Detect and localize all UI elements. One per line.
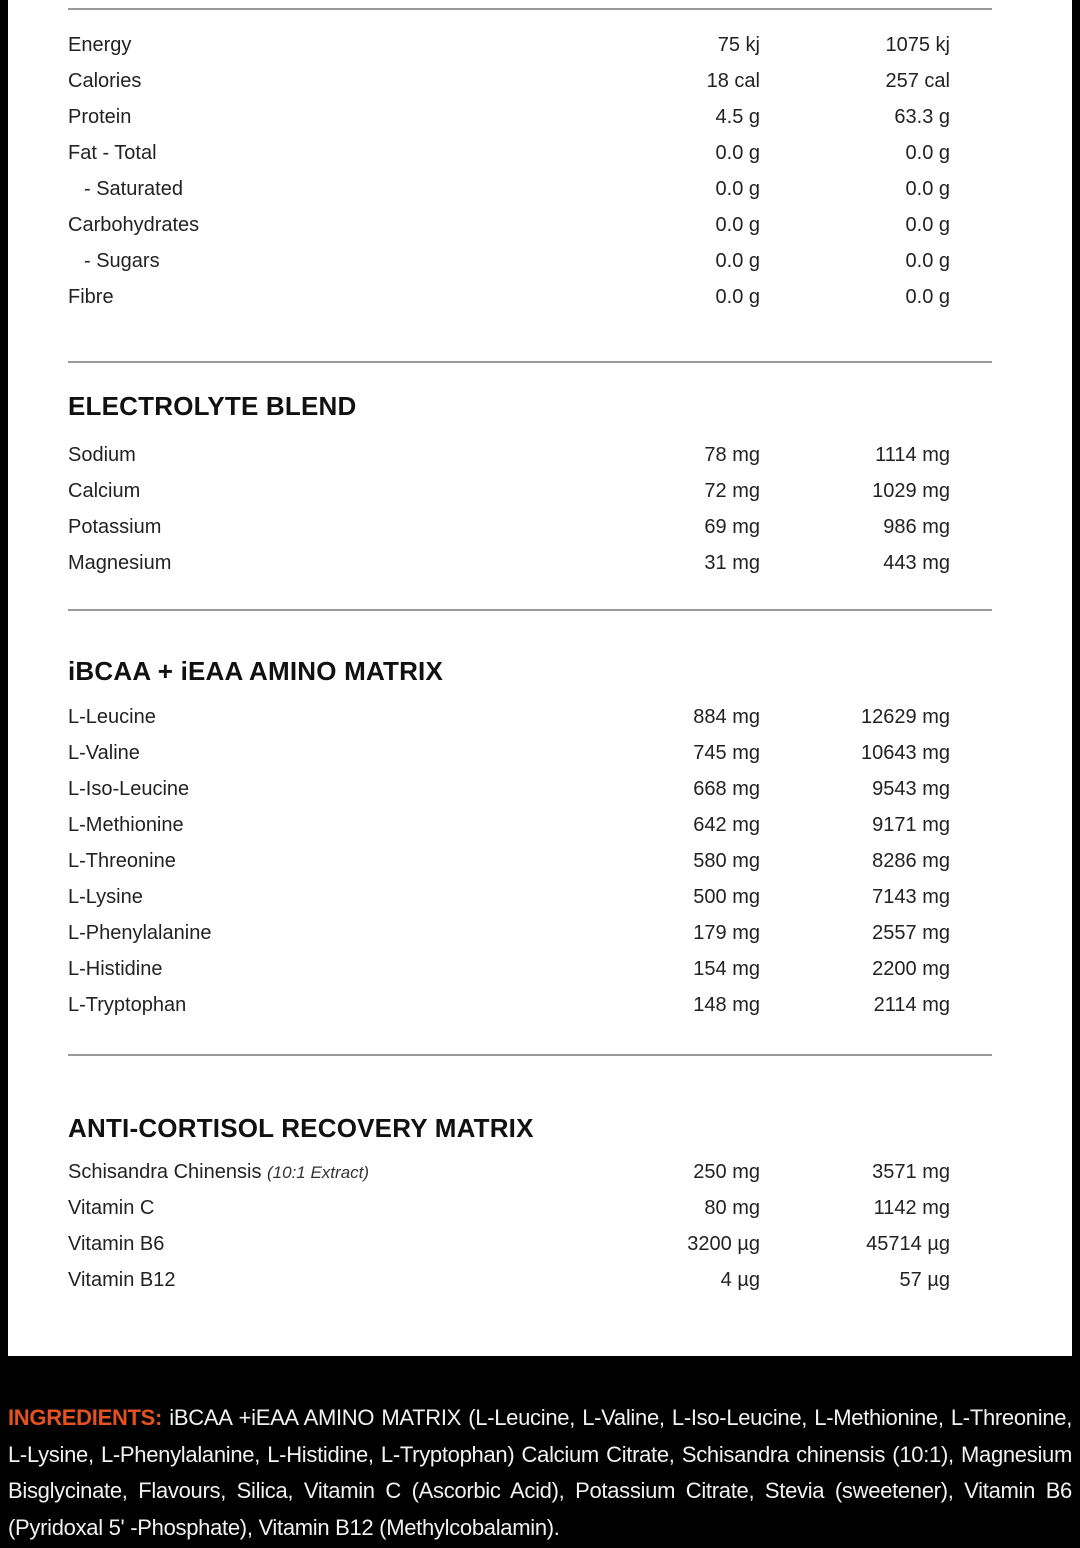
- per-100g-value: 8286 mg: [872, 850, 950, 872]
- per-100g-value: 0.0 g: [905, 142, 950, 164]
- table-row: [8, 27, 1072, 63]
- nutrient-name: Energy: [68, 34, 132, 56]
- per-100g-value: 57 µg: [899, 1269, 950, 1291]
- per-serve-value: 0.0 g: [715, 142, 760, 164]
- per-100g-value: 0.0 g: [905, 286, 950, 308]
- nutrient-name: Vitamin B6: [68, 1233, 165, 1255]
- table-row: [8, 807, 1072, 843]
- per-serve-value: 31 mg: [704, 552, 760, 574]
- table-row: [8, 1190, 1072, 1226]
- table-row: [8, 279, 1072, 315]
- per-100g-value: 9543 mg: [872, 778, 950, 800]
- table-row: [8, 1226, 1072, 1262]
- table-row: [8, 915, 1072, 951]
- table-row: [8, 879, 1072, 915]
- nutrient-name: Fat - Total: [68, 142, 157, 164]
- nutrient-name: Calcium: [68, 480, 141, 502]
- nutrient-name: Fibre: [68, 286, 114, 308]
- per-serve-value: 580 mg: [693, 850, 760, 872]
- nutrient-name: Sodium: [68, 444, 136, 466]
- per-serve-value: 3200 µg: [687, 1233, 760, 1255]
- section-title-amino: iBCAA + iEAA AMINO MATRIX: [68, 656, 444, 686]
- table-row: [8, 99, 1072, 135]
- per-serve-value: 179 mg: [693, 922, 760, 944]
- per-serve-value: 4 µg: [720, 1269, 760, 1291]
- per-serve-value: 75 kj: [717, 34, 760, 56]
- per-100g-value: 3571 mg: [872, 1161, 950, 1183]
- per-serve-value: 18 cal: [706, 70, 760, 92]
- per-serve-value: 69 mg: [704, 516, 760, 538]
- nutrient-name: L-Threonine: [68, 850, 176, 872]
- per-serve-value: 4.5 g: [715, 106, 760, 128]
- nutrient-name: Calories: [68, 70, 142, 92]
- table-row: [8, 171, 1072, 207]
- extract-note: (10:1 Extract): [267, 1163, 370, 1182]
- per-100g-value: 2557 mg: [872, 922, 950, 944]
- per-100g-value: 0.0 g: [905, 178, 950, 200]
- per-100g-value: 2114 mg: [873, 994, 950, 1016]
- per-100g-value: 45714 µg: [866, 1233, 950, 1255]
- nutrient-name: Protein: [68, 106, 132, 128]
- nutrient-name: L-Iso-Leucine: [68, 778, 190, 800]
- nutrient-name-text: Schisandra Chinensis: [68, 1161, 262, 1183]
- per-100g-value: 1029 mg: [872, 480, 950, 502]
- nutrient-name: L-Phenylalanine: [68, 922, 212, 944]
- table-row: [8, 699, 1072, 735]
- nutrient-name: Magnesium: [68, 552, 172, 574]
- per-serve-value: 148 mg: [693, 994, 760, 1016]
- per-serve-value: 884 mg: [693, 706, 760, 728]
- table-row: [8, 545, 1072, 581]
- table-row: [8, 473, 1072, 509]
- table-row: [8, 135, 1072, 171]
- nutrient-name: L-Histidine: [68, 958, 163, 980]
- table-row: [8, 843, 1072, 879]
- table-row: [8, 987, 1072, 1023]
- ingredients-block: [8, 1400, 1072, 1546]
- nutrient-name: L-Leucine: [68, 706, 156, 728]
- nutrient-name: Carbohydrates: [68, 214, 200, 236]
- per-serve-value: 250 mg: [693, 1161, 760, 1183]
- table-row: [8, 951, 1072, 987]
- per-serve-value: 0.0 g: [715, 178, 760, 200]
- per-100g-value: 10643 mg: [861, 742, 950, 764]
- section-title-recovery: ANTI-CORTISOL RECOVERY MATRIX: [68, 1113, 534, 1143]
- divider: [68, 1054, 992, 1056]
- per-100g-value: 2200 mg: [872, 958, 950, 980]
- table-row: [8, 735, 1072, 771]
- per-100g-value: 12629 mg: [861, 706, 950, 728]
- table-row: [8, 243, 1072, 279]
- per-serve-value: 78 mg: [704, 444, 760, 466]
- divider: [68, 361, 992, 363]
- per-100g-value: 63.3 g: [894, 106, 950, 128]
- table-row: [8, 771, 1072, 807]
- per-serve-value: 0.0 g: [715, 214, 760, 236]
- per-100g-value: 1114 mg: [875, 444, 950, 466]
- table-row: [8, 1154, 1072, 1190]
- per-serve-value: 80 mg: [704, 1197, 760, 1219]
- per-100g-value: 443 mg: [883, 552, 950, 574]
- nutrient-name: Vitamin B12: [68, 1269, 176, 1291]
- per-serve-value: 500 mg: [693, 886, 760, 908]
- ingredients-text: iBCAA +iEAA AMINO MATRIX (L-Leucine, L-Valine, L-Iso-Leucine, L-Methionine, L-Threonine, L-Lysine, L-Phenylalanine, L-Histidine, L-Tryptophan) Calcium Citrate, Schisandra chinensis (10:1), Magnesium Bisglycinate, Flavours, Silica, Vitamin C (Ascorbic Acid), Potassium Citrate, Stevia (sweetener), Vitamin B6 (Pyridoxal 5' -Phosphate), Vitamin B12 (Methylcobalamin).: [8, 1405, 1073, 1540]
- per-serve-value: 668 mg: [693, 778, 760, 800]
- table-row: [8, 63, 1072, 99]
- nutrient-name: Vitamin C: [68, 1197, 155, 1219]
- per-100g-value: 0.0 g: [905, 214, 950, 236]
- table-row: [8, 1262, 1072, 1298]
- divider: [68, 8, 992, 10]
- per-100g-value: 9171 mg: [872, 814, 950, 836]
- per-serve-value: 642 mg: [693, 814, 760, 836]
- table-row: [8, 437, 1072, 473]
- table-row: [8, 509, 1072, 545]
- per-100g-value: 1075 kj: [885, 34, 950, 56]
- nutrient-name: Potassium: [68, 516, 162, 538]
- per-serve-value: 745 mg: [693, 742, 760, 764]
- section-title-electrolyte: ELECTROLYTE BLEND: [68, 391, 357, 421]
- table-row: [8, 207, 1072, 243]
- nutrient-name: L-Valine: [68, 742, 140, 764]
- nutrition-panel: [8, 0, 1072, 1356]
- per-serve-value: 0.0 g: [715, 250, 760, 272]
- nutrient-name: L-Lysine: [68, 886, 143, 908]
- per-100g-value: 0.0 g: [905, 250, 950, 272]
- nutrient-name: L-Methionine: [68, 814, 184, 836]
- per-serve-value: 154 mg: [693, 958, 760, 980]
- per-serve-value: 72 mg: [704, 480, 760, 502]
- nutrient-name: - Sugars: [84, 250, 160, 272]
- ingredients-label: INGREDIENTS:: [8, 1405, 163, 1430]
- per-100g-value: 1142 mg: [873, 1197, 950, 1219]
- nutrient-name: - Saturated: [84, 178, 183, 200]
- divider: [68, 609, 992, 611]
- per-100g-value: 986 mg: [883, 516, 950, 538]
- per-serve-value: 0.0 g: [715, 286, 760, 308]
- per-100g-value: 257 cal: [885, 70, 950, 92]
- per-100g-value: 7143 mg: [872, 886, 950, 908]
- nutrient-name: L-Tryptophan: [68, 994, 187, 1016]
- nutrient-name: [68, 1154, 369, 1191]
